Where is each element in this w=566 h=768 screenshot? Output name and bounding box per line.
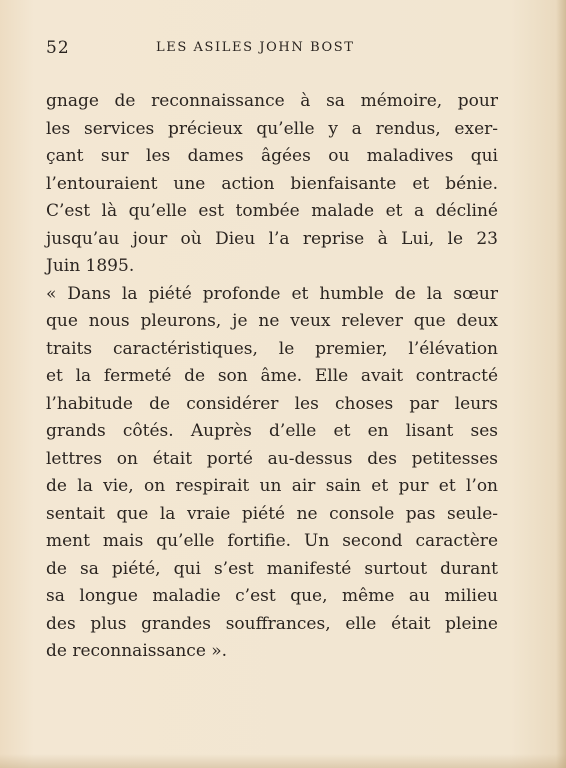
text-line: sa longue maladie c’est que, même au milieu	[46, 586, 498, 606]
running-title: LES ASILES JOHN BOST	[156, 40, 355, 55]
text-line: et la fermeté de son âme. Elle avait contracté	[46, 366, 498, 386]
text-line: de sa piété, qui s’est manifesté surtout durant	[46, 558, 498, 579]
page-number: 52	[46, 38, 70, 58]
text-line: C’est là qu’elle est tombée malade et a décliné	[46, 201, 498, 221]
text-line: « Dans la piété profonde et humble de la sœur	[46, 283, 498, 304]
body-text	[46, 88, 498, 666]
text-line: l’habitude de considérer les choses par leurs	[46, 393, 498, 414]
text-line: des plus grandes souffrances, elle était pleine	[46, 613, 498, 634]
text-line: l’entouraient une action bienfaisante et bénie.	[46, 173, 498, 194]
text-line: les services précieux qu’elle y a rendus, exer-	[46, 118, 498, 139]
text-line: traits caractéristiques, le premier, l’élévation	[46, 338, 498, 359]
text-line: lettres on était porté au-dessus des petitesses	[46, 448, 498, 469]
text-line: çant sur les dames âgées ou maladives qui	[46, 146, 498, 166]
text-line: grands côtés. Auprès d’elle et en lisant ses	[46, 421, 498, 441]
text-line: que nous pleurons, je ne veux relever que deux	[46, 311, 498, 331]
text-line: Juin 1895.	[46, 256, 135, 276]
text-line: sentait que la vraie piété ne console pas seule-	[46, 503, 498, 524]
text-line: jusqu’au jour où Dieu l’a reprise à Lui, le 23	[46, 228, 498, 249]
text-line: de reconnaissance ».	[46, 641, 228, 661]
text-line: de la vie, on respirait un air sain et pur et l’on	[46, 476, 498, 496]
page-header	[46, 38, 496, 60]
text-line: ment mais qu’elle fortifie. Un second caractère	[46, 531, 498, 551]
text-line: gnage de reconnaissance à sa mémoire, pour	[46, 91, 498, 111]
